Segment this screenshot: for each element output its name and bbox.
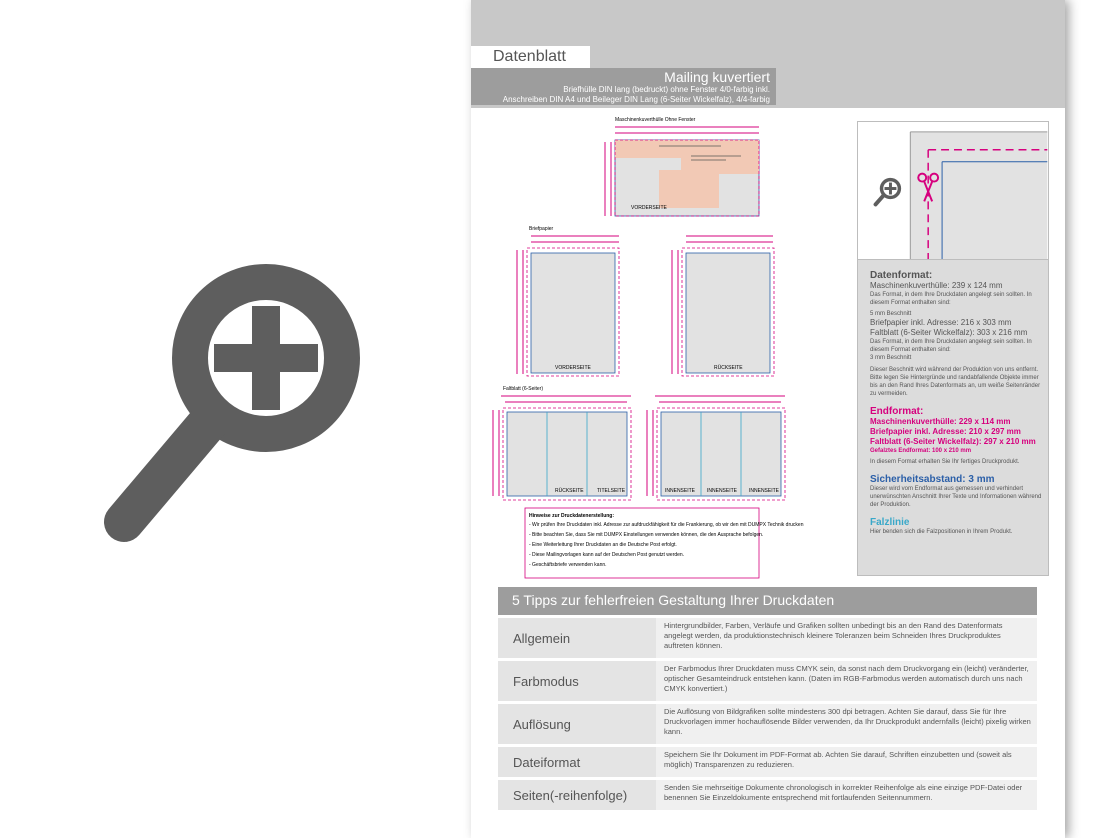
fold-inner-label-1: INNENSEITE [665,488,696,494]
tip-text: Hintergrundbilder, Farben, Verläufe und Grafiken sollten unbedingt bis an den Rand des Datenformats angelegt werden, da produktionstechnisch kleinere Toleranzen beim Schneiden Ihres Druckproduktes auftreten können. [664,621,1003,650]
endformat-fold-closed: Gefalztes Endformat: 100 x 210 mm [870,448,972,454]
letter-front-diagram [517,236,619,376]
datasheet-page [471,0,1065,838]
tip-row [498,704,1037,744]
notes-title: Hinweise zur Druckdatenerstellung: [529,513,615,519]
datenformat-envelope: Maschinenkuverthülle: 239 x 124 mm [870,281,1003,290]
tip-row [498,618,1037,658]
fold-outer-diagram [493,396,631,500]
fold-inner-label-2: INNENSEITE [707,488,738,494]
tips-header: 5 Tipps zur fehlerfreien Gestaltung Ihrer Druckdaten [498,587,1037,615]
endformat-title: Endformat: [870,406,924,417]
fold-outer-label-2: TITELSEITE [597,488,626,494]
beschnitt-fold: 3 mm Beschnitt [870,355,912,361]
letter-title: Briefpapier [529,226,554,232]
technical-diagrams [503,112,821,582]
fold-line-title: Falzlinie [870,517,910,528]
notes-line-1: - Wir prüfen Ihre Druckdaten inkl. Adresse zur aufdruckfähigkeit für die Frankierung, ob wir den mit DUMPX Technik drucken [529,522,804,528]
tip-row [498,747,1037,777]
envelope-title: Maschinenkuverthülle Ohne Fenster [615,117,696,123]
datasheet-title: Datenblatt [471,46,590,68]
fold-title: Faltblatt (6-Seiter) [503,386,544,392]
product-subtitle-2: Anschreiben DIN A4 und Beileger DIN Lang (6-Seiter Wickelfalz), 4/4-farbig [502,95,770,104]
bleed-detail-thumbnail [858,122,1048,260]
zoom-in-icon[interactable] [100,250,360,550]
envelope-diagram [605,127,759,216]
product-subtitle-1: Briefhülle DIN lang (bedruckt) ohne Fenster 4/0-farbig inkl. [563,85,770,94]
notes-line-5: - Geschäftsbriefe verwenden kann. [529,562,607,568]
tip-text: Die Auflösung von Bildgrafiken sollte mindestens 300 dpi betragen. Achten Sie darauf, dass Sie für Ihre Druckvorlagen immer hochauflösende Bilder verwenden, da Ihr Druckprodukt andernfalls (leicht) pixelig wirken kann. [664,707,1031,736]
fold-line-note: Hier benden sich die Falzpositionen in Ihrem Produkt. [870,529,1013,535]
tip-label: Allgemein [498,618,656,658]
tip-text: Speichern Sie Ihr Dokument im PDF-Format ab. Achten Sie darauf, Schriften einzubetten und (soweit als möglich) Transparenzen zu reduzieren. [664,750,1012,769]
letter-front-label: VORDERSEITE [555,365,591,371]
safety-title: Sicherheitsabstand: 3 mm [870,474,995,485]
product-title: Mailing kuvertiert [664,69,770,85]
datenformat-envelope-note: Das Format, in dem Ihre Druckdaten angelegt sein sollten. In diesem Format enthalten sind: [870,292,1032,306]
info-box [857,121,1049,576]
notes-line-2: - Bitte beachten Sie, dass Sie mit DUMPX Einstellungen verwenden können, die den Ausprache befolgen. [529,532,764,538]
datenformat-title: Datenformat: [870,270,933,281]
beschnitt-note: Dieser Beschnitt wird während der Produktion von uns entfernt. Bitte legen Sie Hintergründe und randabfallende Objekte immer bis an den Rand Ihres Datenformats an, um weiße Seitenränder zu vermeiden. [870,367,1041,397]
tip-row [498,780,1037,810]
letter-back-diagram [672,236,774,376]
datenformat-fold-note: Das Format, in dem Ihre Druckdaten angelegt sein sollten. In diesem Format enthalten sind: [870,339,1032,353]
tip-text: Der Farbmodus Ihrer Druckdaten muss CMYK sein, da sonst nach dem Druckvorgang ein (leicht) veränderter, optischer Gesamteindruck entstehen kann. (Daten im RGB-Farbmodus werden automatisch durch uns nach CMYK konvertiert.) [664,664,1029,693]
datenformat-letter: Briefpapier inkl. Adresse: 216 x 303 mm [870,318,1012,327]
tip-label: Auflösung [498,704,656,744]
envelope-side-label: VORDERSEITE [631,205,667,211]
endformat-fold: Faltblatt (6-Seiter Wickelfalz): 297 x 210 mm [870,437,1036,446]
fold-outer-label-1: RÜCKSEITE [555,488,584,494]
datenformat-fold: Faltblatt (6-Seiter Wickelfalz): 303 x 216 mm [870,328,1028,337]
letter-back-label: RÜCKSEITE [714,365,743,371]
endformat-note: In diesem Format erhalten Sie Ihr fertiges Druckprodukt. [870,459,1020,465]
endformat-letter: Briefpapier inkl. Adresse: 210 x 297 mm [870,427,1021,436]
fold-inner-label-3: INNENSEITE [749,488,780,494]
product-title-bar [471,68,776,105]
fold-inner-diagram [647,396,785,500]
info-text [870,266,1046,536]
notes-line-4: - Diese Mailingvorlagen kann auf der Deutschen Post genutzt werden. [529,552,685,558]
tip-label: Dateiformat [498,747,656,777]
tip-row [498,661,1037,701]
beschnitt-envelope: 5 mm Beschnitt [870,311,912,317]
notes-line-3: - Eine Weiterleitung Ihrer Druckdaten an die Deutsche Post erfolgt. [529,542,677,548]
safety-note: Dieser wird vom Endformat aus gemessen und verhindert unerwünschten Anschnitt Ihrer Texte und Informationen während der Produktion. [870,486,1042,508]
tips-table [498,618,1037,813]
tip-label: Seiten(-reihenfolge) [498,780,656,810]
tip-label: Farbmodus [498,661,656,701]
tip-text: Senden Sie mehrseitige Dokumente chronologisch in korrekter Reihenfolge als eine einzige PDF-Datei oder benennen Sie Einzeldokumente entsprechend mit fortlaufenden Seitennummern. [664,783,1023,802]
endformat-envelope: Maschinenkuverthülle: 229 x 114 mm [870,417,1011,426]
